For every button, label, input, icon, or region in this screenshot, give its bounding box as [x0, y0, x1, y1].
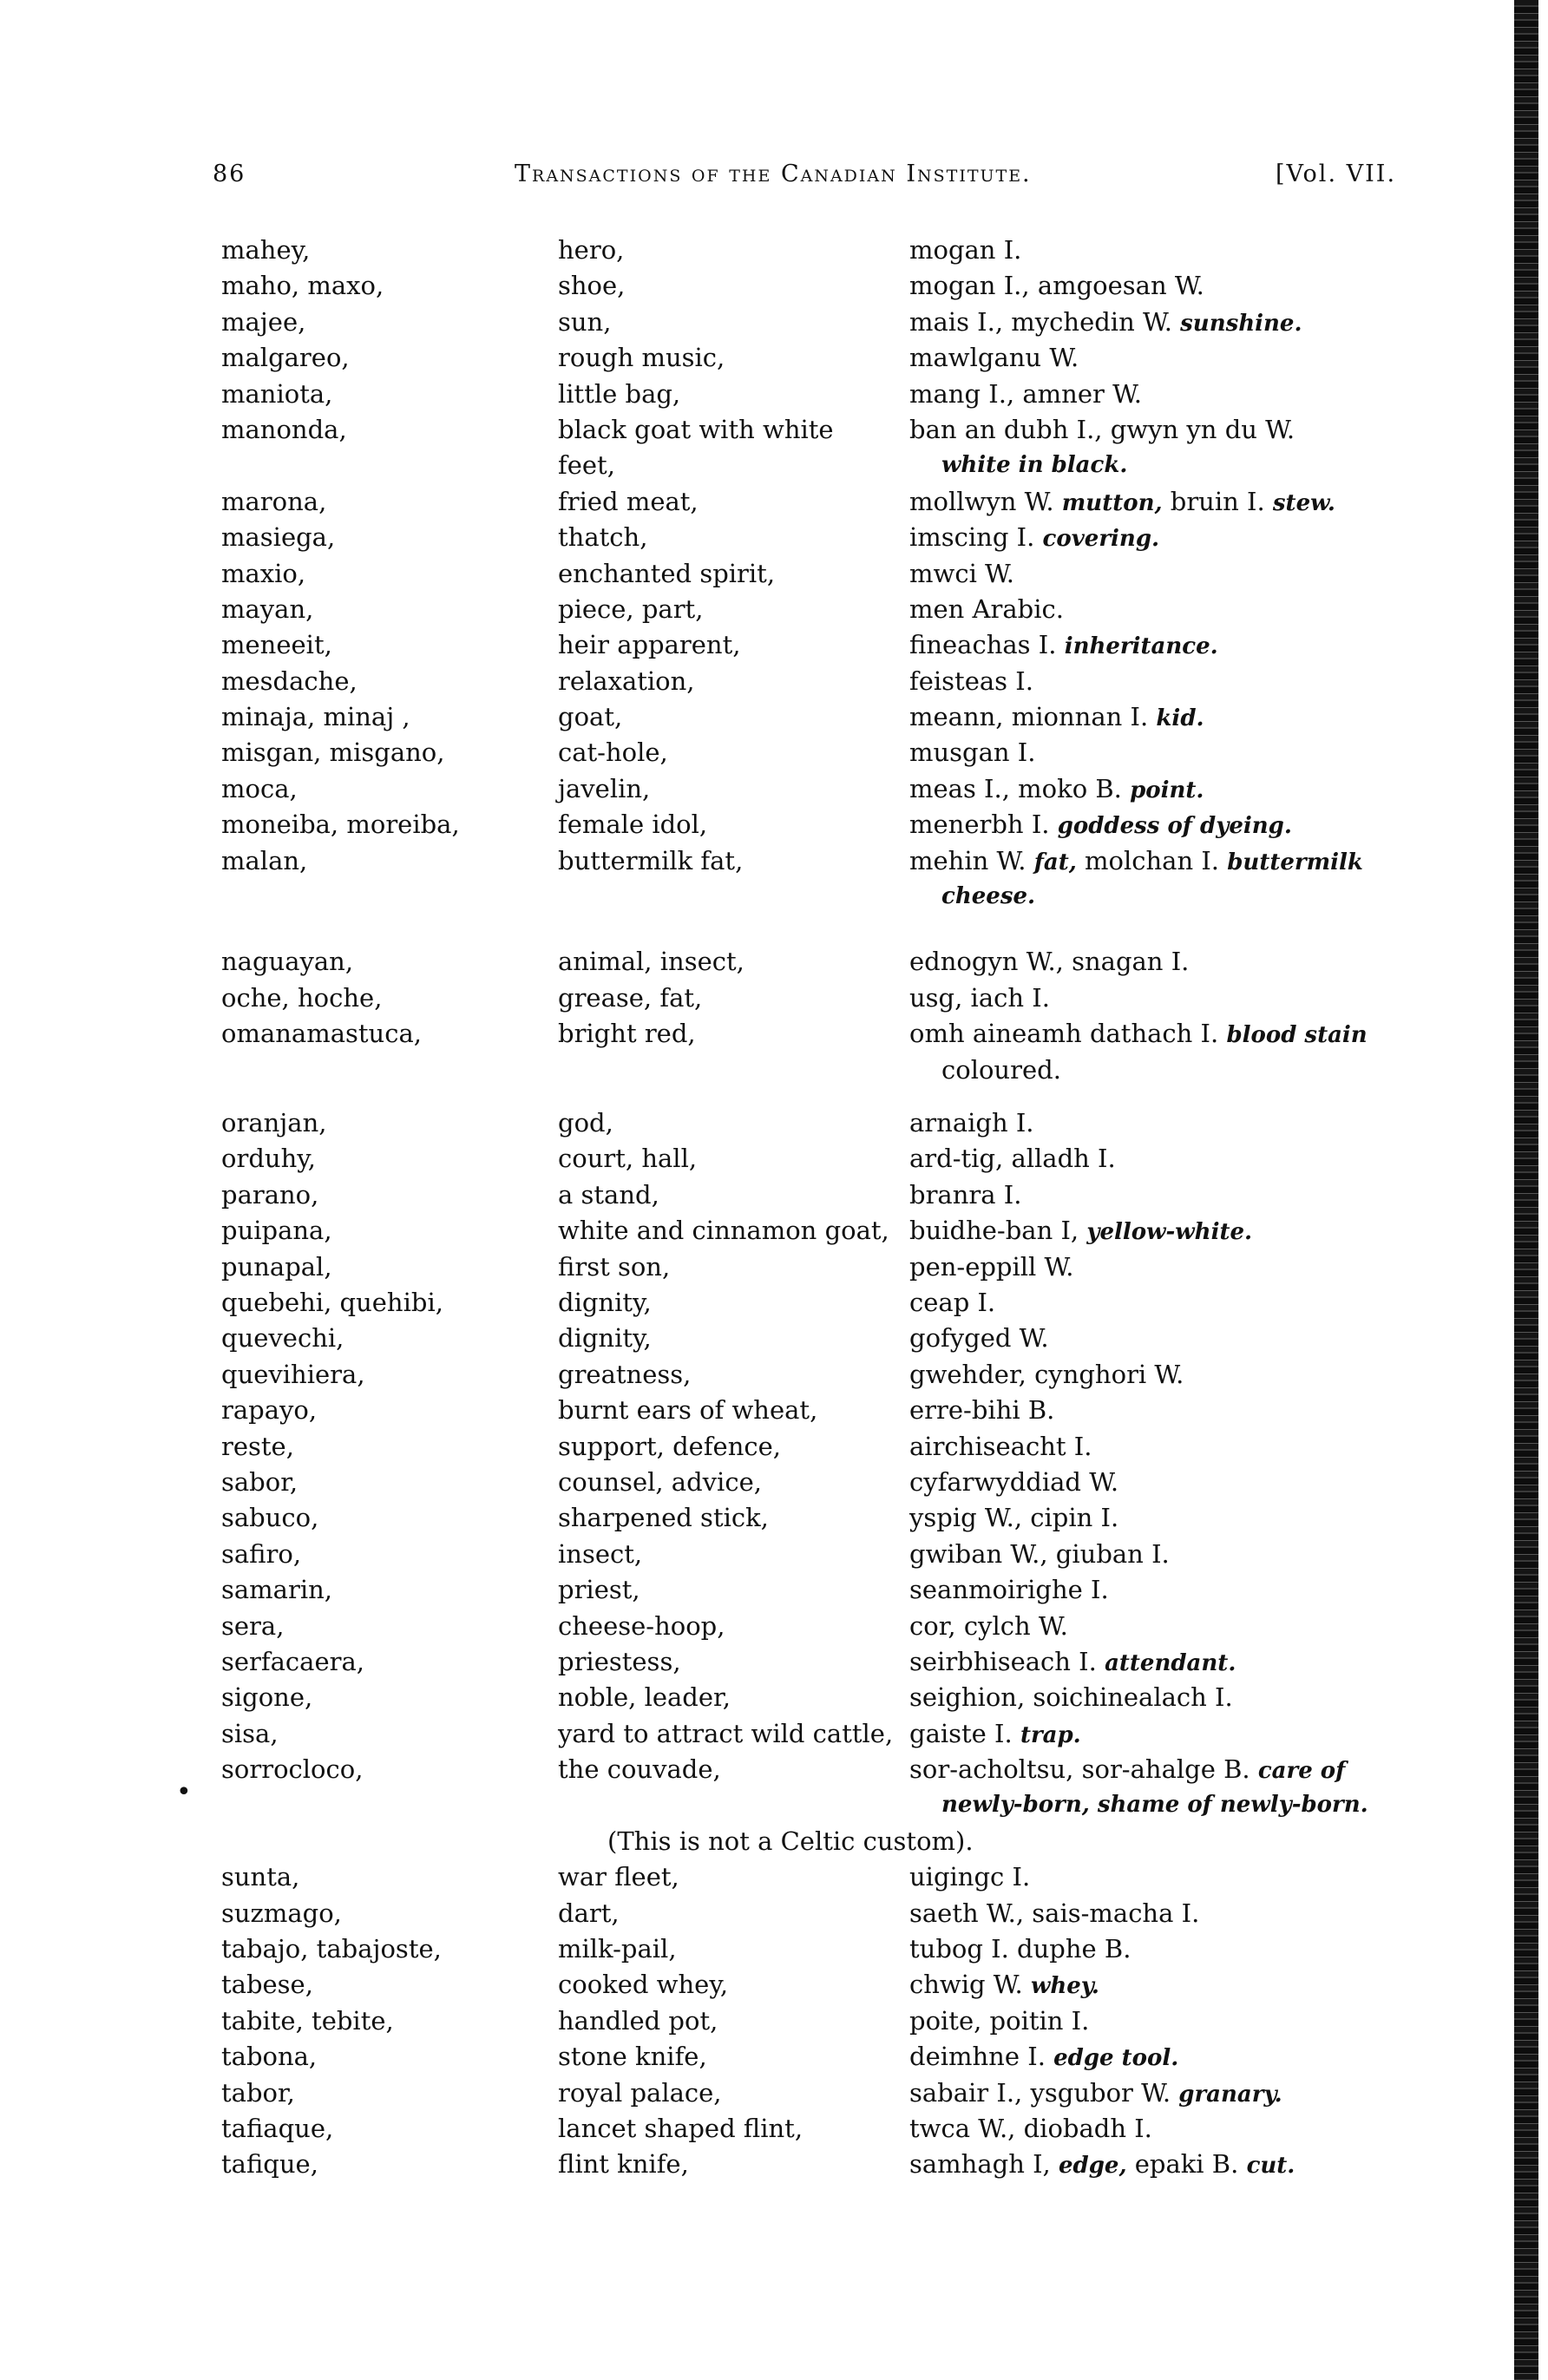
guanche-word: sorrocloco,: [221, 1754, 364, 1785]
glossary-row: [0, 592, 1548, 627]
glossary-row: [0, 1752, 1548, 1824]
english-meaning-continued: feet,: [558, 450, 615, 481]
guanche-word: sabor,: [221, 1466, 298, 1497]
english-meaning: little bag,: [558, 378, 681, 409]
celtic-cognate: ban an dubh I., gwyn yn du W.: [909, 414, 1295, 444]
glossary-row: [0, 771, 1548, 807]
english-meaning: greatness,: [558, 1359, 692, 1389]
glossary-row: [0, 268, 1548, 304]
cognate-gloss: care of: [1257, 1758, 1346, 1785]
glossary-row: [0, 843, 1548, 915]
guanche-word: masiega,: [221, 522, 336, 553]
celtic-cognate: ednogyn W., snagan I.: [909, 947, 1190, 977]
celtic-cognate: gofyged W.: [909, 1323, 1049, 1354]
cognate-gloss-continued: cheese.: [941, 883, 1036, 910]
cognate-gloss: mutton,: [1061, 489, 1163, 516]
celtic-cognate: seanmoirighe I.: [909, 1575, 1109, 1605]
english-meaning: lancet shaped flint,: [558, 2113, 804, 2143]
english-meaning: burnt ears of wheat,: [558, 1395, 818, 1426]
guanche-word: minaja, minaj ,: [221, 702, 410, 732]
glossary-row: [0, 2003, 1548, 2039]
glossary-row: [0, 1393, 1548, 1428]
aside-note-row: [0, 1824, 1548, 1859]
english-meaning: bright red,: [558, 1019, 696, 1049]
glossary-row: [0, 980, 1548, 1016]
guanche-word: puipana,: [221, 1216, 332, 1246]
celtic-cognate: mais I., mychedin W. sunshine.: [909, 306, 1302, 337]
celtic-cognate: chwig W. whey.: [909, 1970, 1099, 2000]
guanche-word: quevechi,: [221, 1323, 344, 1354]
cognate-gloss: goddess of dyeing.: [1057, 813, 1292, 840]
glossary-row: [0, 699, 1548, 735]
guanche-word: oche, hoche,: [221, 982, 383, 1013]
guanche-word: majee,: [221, 306, 306, 337]
cognate-gloss-continued: white in black.: [941, 452, 1128, 479]
glossary-row: [0, 1500, 1548, 1536]
english-meaning: priestess,: [558, 1646, 681, 1676]
celtic-cognate: yspig W., cipin I.: [909, 1503, 1119, 1533]
guanche-word: parano,: [221, 1179, 319, 1210]
glossary-row: [0, 520, 1548, 555]
celtic-cognate: buidhe-ban I, yellow-white.: [909, 1216, 1253, 1246]
cognate-gloss: covering.: [1042, 526, 1160, 553]
glossary-row: [0, 2075, 1548, 2111]
celtic-cognate: musgan I.: [909, 738, 1036, 768]
celtic-cognate: pen-eppill W.: [909, 1251, 1074, 1282]
guanche-word: mayan,: [221, 593, 314, 624]
english-meaning: female idol,: [558, 810, 708, 840]
english-meaning: war fleet,: [558, 1862, 679, 1892]
english-meaning: counsel, advice,: [558, 1466, 762, 1497]
english-meaning: javelin,: [558, 773, 651, 803]
glossary-row: [0, 1285, 1548, 1321]
guanche-word: suzmago,: [221, 1898, 342, 1928]
guanche-word: tabese,: [221, 1970, 313, 2000]
guanche-word: misgan, misgano,: [221, 738, 445, 768]
celtic-cognate: omh aineamh dathach I. blood stain: [909, 1019, 1368, 1049]
glossary-row: [0, 412, 1548, 484]
guanche-word: tabajo, tabajoste,: [221, 1934, 442, 1964]
celtic-cognate: mollwyn W. mutton, bruin I. stew.: [909, 486, 1335, 516]
guanche-word: tabona,: [221, 2042, 318, 2072]
guanche-word: naguayan,: [221, 947, 354, 977]
glossary-table: [0, 233, 1548, 2183]
english-meaning: milk-pail,: [558, 1934, 677, 1964]
english-meaning: hero,: [558, 235, 625, 265]
english-meaning: animal, insect,: [558, 947, 744, 977]
guanche-word: maxio,: [221, 558, 306, 588]
celtic-cognate: seighion, soichinealach I.: [909, 1682, 1233, 1713]
celtic-cognate: imscing I. covering.: [909, 522, 1160, 553]
glossary-row: [0, 1967, 1548, 2003]
guanche-word: reste,: [221, 1431, 294, 1461]
english-meaning: shoe,: [558, 271, 626, 301]
cognate-gloss: kid.: [1156, 705, 1204, 732]
english-meaning: the couvade,: [558, 1754, 721, 1785]
celtic-cognate: uigingc I.: [909, 1862, 1031, 1892]
glossary-row: [0, 1644, 1548, 1680]
celtic-cognate: cor, cylch W.: [909, 1610, 1068, 1641]
cognate-gloss: edge,: [1059, 2153, 1127, 2180]
glossary-row: [0, 1249, 1548, 1285]
guanche-word: sisa,: [221, 1718, 279, 1748]
cognate-gloss: buttermilk: [1227, 849, 1363, 875]
glossary-row: [0, 627, 1548, 663]
celtic-cognate: meann, mionnan I. kid.: [909, 702, 1204, 732]
english-meaning: cheese-hoop,: [558, 1610, 725, 1641]
english-meaning: cooked whey,: [558, 1970, 729, 2000]
celtic-cognate: sabair I., ysgubor W. granary.: [909, 2077, 1282, 2108]
scan-edge: [1514, 0, 1538, 2380]
english-meaning: goat,: [558, 702, 623, 732]
glossary-row: [0, 664, 1548, 699]
celtic-cognate: gaiste I. trap.: [909, 1718, 1081, 1748]
english-meaning: yard to attract wild cattle,: [558, 1718, 894, 1748]
guanche-word: rapayo,: [221, 1395, 318, 1426]
guanche-word: malan,: [221, 845, 308, 875]
english-meaning: heir apparent,: [558, 630, 741, 660]
glossary-row: [0, 1680, 1548, 1715]
cognate-gloss: sunshine.: [1180, 310, 1302, 337]
english-meaning: dignity,: [558, 1287, 652, 1317]
glossary-row: [0, 2111, 1548, 2147]
guanche-word: tafique,: [221, 2149, 318, 2180]
english-meaning: flint knife,: [558, 2149, 689, 2180]
glossary-row: [0, 556, 1548, 592]
journal-title: Transactions of the Canadian Institute.: [515, 161, 1032, 187]
stray-mark: •: [176, 1777, 192, 1807]
english-meaning: enchanted spirit,: [558, 558, 776, 588]
cognate-gloss: trap.: [1020, 1721, 1081, 1748]
glossary-row: [0, 377, 1548, 412]
page-number: 86: [213, 161, 246, 187]
glossary-row: [0, 1105, 1548, 1141]
glossary-row: [0, 1213, 1548, 1249]
celtic-cognate: branra I.: [909, 1179, 1022, 1210]
guanche-word: quevihiera,: [221, 1359, 365, 1389]
celtic-cognate: airchiseacht I.: [909, 1431, 1092, 1461]
guanche-word: mesdache,: [221, 665, 357, 696]
glossary-row: [0, 1859, 1548, 1895]
celtic-cognate: deimhne I. edge tool.: [909, 2042, 1179, 2072]
celtic-cognate: saeth W., sais-macha I.: [909, 1898, 1200, 1928]
english-meaning: thatch,: [558, 522, 648, 553]
celtic-cognate: ard-tig, alladh I.: [909, 1144, 1116, 1174]
guanche-word: serfacaera,: [221, 1646, 364, 1676]
english-meaning: god,: [558, 1108, 613, 1138]
glossary-row: [0, 1321, 1548, 1356]
guanche-word: maho, maxo,: [221, 271, 384, 301]
celtic-cognate: mogan I., amgoesan W.: [909, 271, 1204, 301]
glossary-row: [0, 2147, 1548, 2182]
group-spacer: [0, 1088, 1548, 1105]
group-spacer: [0, 915, 1548, 944]
english-meaning: dart,: [558, 1898, 620, 1928]
aside-note: (This is not a Celtic custom).: [607, 1826, 974, 1856]
guanche-word: safiro,: [221, 1538, 302, 1569]
celtic-cognate: twca W., diobadh I.: [909, 2113, 1152, 2143]
guanche-word: maniota,: [221, 378, 333, 409]
celtic-cognate: mawlganu W.: [909, 343, 1079, 373]
celtic-cognate: cyfarwyddiad W.: [909, 1466, 1119, 1497]
celtic-cognate: gwehder, cynghori W.: [909, 1359, 1184, 1389]
english-meaning: cat-hole,: [558, 738, 668, 768]
english-meaning: rough music,: [558, 343, 725, 373]
guanche-word: sera,: [221, 1610, 285, 1641]
glossary-row: [0, 1016, 1548, 1088]
celtic-cognate: samhagh I, edge, epaki B. cut.: [909, 2149, 1295, 2180]
cognate-gloss: granary.: [1178, 2081, 1282, 2108]
guanche-word: malgareo,: [221, 343, 350, 373]
guanche-word: orduhy,: [221, 1144, 316, 1174]
glossary-row: [0, 340, 1548, 376]
english-meaning: a stand,: [558, 1179, 659, 1210]
english-meaning: piece, part,: [558, 593, 704, 624]
cognate-gloss: edge tool.: [1053, 2045, 1179, 2072]
celtic-cognate: poite, poitin I.: [909, 2005, 1090, 2036]
glossary-row: [0, 1357, 1548, 1393]
guanche-word: tafiaque,: [221, 2113, 334, 2143]
celtic-cognate: mehin W. fat, molchan I. buttermilk: [909, 845, 1363, 875]
english-meaning: handled pot,: [558, 2005, 718, 2036]
guanche-word: tabite, tebite,: [221, 2005, 394, 2036]
guanche-word: moca,: [221, 773, 298, 803]
celtic-cognate: meas I., moko B. point.: [909, 773, 1204, 803]
celtic-cognate: men Arabic.: [909, 593, 1064, 624]
guanche-word: samarin,: [221, 1575, 332, 1605]
celtic-cognate: usg, iach I.: [909, 982, 1050, 1013]
celtic-cognate: mang I., amner W.: [909, 378, 1143, 409]
guanche-word: moneiba, moreiba,: [221, 810, 460, 840]
cognate-gloss: fat,: [1033, 849, 1077, 875]
glossary-row: [0, 1896, 1548, 1931]
celtic-cognate: fineachas I. inheritance.: [909, 630, 1218, 660]
glossary-row: [0, 1931, 1548, 1967]
celtic-cognate-continued: coloured.: [941, 1054, 1061, 1085]
english-meaning: fried meat,: [558, 486, 699, 516]
cognate-gloss: attendant.: [1105, 1649, 1236, 1676]
glossary-row: [0, 1537, 1548, 1572]
english-meaning: white and cinnamon goat,: [558, 1216, 889, 1246]
cognate-gloss: stew.: [1272, 489, 1335, 516]
guanche-word: tabor,: [221, 2077, 295, 2108]
guanche-word: quebehi, quehibi,: [221, 1287, 443, 1317]
english-meaning: grease, fat,: [558, 982, 703, 1013]
glossary-row: [0, 1465, 1548, 1500]
running-header: [0, 161, 1548, 195]
english-meaning: sharpened stick,: [558, 1503, 769, 1533]
guanche-word: omanamastuca,: [221, 1019, 422, 1049]
guanche-word: mahey,: [221, 235, 311, 265]
glossary-row: [0, 944, 1548, 980]
guanche-word: sunta,: [221, 1862, 300, 1892]
celtic-cognate: erre-bihi B.: [909, 1395, 1055, 1426]
cognate-gloss-continued: newly-born, shame of newly-born.: [941, 1792, 1368, 1819]
cognate-gloss: cut.: [1246, 2153, 1295, 2180]
celtic-cognate: seirbhiseach I. attendant.: [909, 1646, 1236, 1676]
guanche-word: oranjan,: [221, 1108, 327, 1138]
glossary-row: [0, 1177, 1548, 1213]
english-meaning: court, hall,: [558, 1144, 698, 1174]
english-meaning: royal palace,: [558, 2077, 722, 2108]
celtic-cognate: mogan I.: [909, 235, 1022, 265]
celtic-cognate: sor-acholtsu, sor-ahalge B. care of: [909, 1754, 1346, 1785]
cognate-gloss: whey.: [1030, 1973, 1099, 2000]
celtic-cognate: ceap I.: [909, 1287, 996, 1317]
celtic-cognate: arnaigh I.: [909, 1108, 1034, 1138]
guanche-word: marona,: [221, 486, 327, 516]
glossary-row: [0, 233, 1548, 268]
english-meaning: first son,: [558, 1251, 671, 1282]
guanche-word: sigone,: [221, 1682, 313, 1713]
guanche-word: meneeit,: [221, 630, 332, 660]
celtic-cognate: feisteas I.: [909, 665, 1033, 696]
glossary-row: [0, 2039, 1548, 2075]
glossary-row: [0, 1716, 1548, 1752]
glossary-row: [0, 735, 1548, 770]
glossary-row: [0, 305, 1548, 340]
glossary-row: [0, 484, 1548, 520]
glossary-row: [0, 1572, 1548, 1608]
english-meaning: buttermilk fat,: [558, 845, 744, 875]
english-meaning: sun,: [558, 306, 612, 337]
glossary-row: [0, 1429, 1548, 1465]
cognate-gloss: yellow-white.: [1086, 1219, 1253, 1246]
celtic-cognate: gwiban W., giuban I.: [909, 1538, 1170, 1569]
english-meaning: stone knife,: [558, 2042, 707, 2072]
english-meaning: priest,: [558, 1575, 640, 1605]
cognate-gloss: blood stain: [1226, 1022, 1368, 1049]
celtic-cognate: tubog I. duphe B.: [909, 1934, 1131, 1964]
cognate-gloss: inheritance.: [1064, 633, 1218, 660]
guanche-word: punapal,: [221, 1251, 332, 1282]
celtic-cognate: menerbh I. goddess of dyeing.: [909, 810, 1292, 840]
guanche-word: manonda,: [221, 414, 347, 444]
celtic-cognate: mwci W.: [909, 558, 1015, 588]
english-meaning: support, defence,: [558, 1431, 782, 1461]
english-meaning: insect,: [558, 1538, 643, 1569]
english-meaning: dignity,: [558, 1323, 652, 1354]
glossary-row: [0, 807, 1548, 843]
guanche-word: sabuco,: [221, 1503, 319, 1533]
english-meaning: relaxation,: [558, 665, 695, 696]
glossary-row: [0, 1609, 1548, 1644]
volume-label: [Vol. VII.: [1276, 161, 1397, 187]
cognate-gloss: point.: [1130, 777, 1204, 803]
english-meaning: black goat with white: [558, 414, 834, 444]
glossary-row: [0, 1141, 1548, 1177]
english-meaning: noble, leader,: [558, 1682, 731, 1713]
